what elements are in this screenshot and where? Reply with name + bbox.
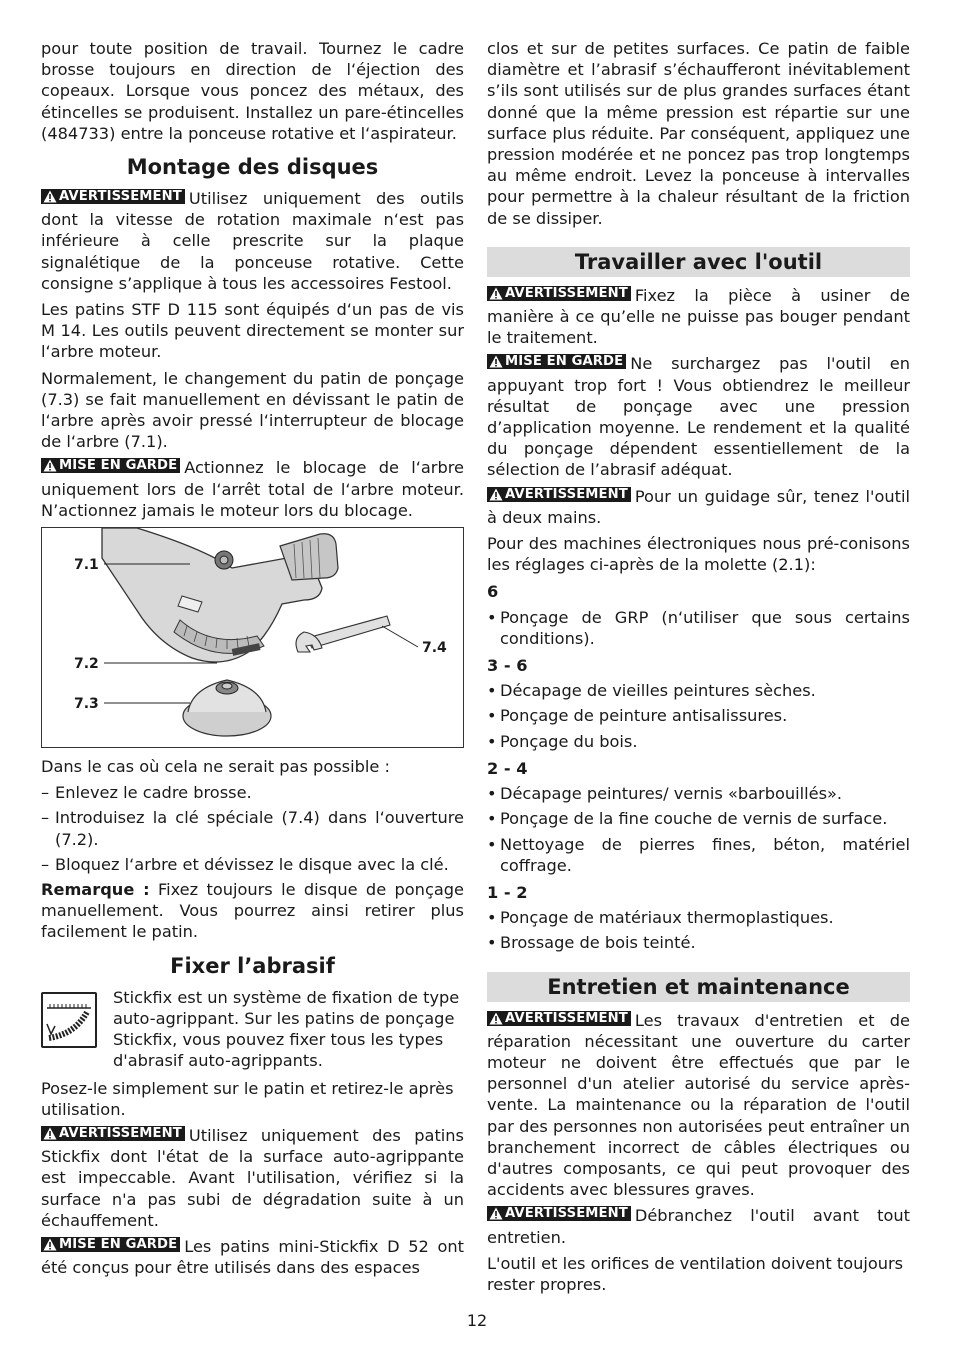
figure-label-7-1: 7.1: [74, 557, 99, 574]
warning-badge: [487, 487, 631, 502]
setting-list-item: [487, 808, 910, 829]
warning-badge-label: AVERTISSEMENT: [505, 285, 628, 301]
warning-triangle-icon: [489, 1207, 503, 1220]
figure-label-7-3: 7.3: [74, 696, 99, 713]
setting-level: 2 - 4: [487, 758, 528, 778]
bullet-marker: •: [487, 809, 497, 829]
dash-list-item: [41, 782, 464, 803]
warning-triangle-icon: [43, 1127, 57, 1140]
fixer-paragraph-1: Posez-le simplement sur le patin et retirez-le après utilisation.: [41, 1078, 454, 1119]
figure-label-7-4: 7.4: [422, 640, 447, 657]
bullet-marker: •: [487, 706, 497, 726]
remark-paragraph: [41, 879, 464, 943]
warning-triangle-icon: [43, 190, 57, 203]
setting-item-text: Ponçage de la fine couche de vernis de surface.: [500, 809, 888, 829]
fixer-heading: Fixer l’abrasif: [170, 953, 335, 978]
setting-list-item: [487, 731, 910, 752]
warning-badge-label: AVERTISSEMENT: [505, 1010, 628, 1026]
montage-caution: [41, 457, 464, 521]
warning-triangle-icon: [43, 1238, 57, 1251]
caution-badge: [487, 354, 626, 369]
setting-item-text: Nettoyage de pierres fines, béton, matériel coffrage.: [500, 834, 910, 875]
stickfix-block: [41, 987, 464, 1072]
fixer-caution: [41, 1236, 464, 1278]
entretien-warning-1-text: Les travaux d'entretien et de réparation nécessitant une ouverture du carter moteur ne doivent être effectués que par le personnel d'un atelier autorisé du service après-vente. La maintenance ou la réparation de l'outil par des personnes non autorisées peut entraîner un branchement incorrect de câbles électriques ou d'autres composants, ce qui peut provoquer des accidents avec blessures graves.: [487, 1010, 910, 1200]
warning-badge-label: AVERTISSEMENT: [505, 1206, 628, 1222]
setting-item-text: Brossage de bois teinté.: [500, 933, 696, 953]
entretien-warning-2: [487, 1205, 910, 1247]
montage-warning: [41, 188, 464, 294]
caution-badge-label: MISE EN GARDE: [59, 1236, 178, 1252]
setting-level: 3 - 6: [487, 656, 528, 676]
entretien-paragraph-1: L'outil et les orifices de ventilation doivent toujours rester propres.: [487, 1253, 904, 1294]
after-figure-text: Dans le cas où cela ne serait pas possible :: [41, 757, 390, 777]
setting-item-text: Ponçage de GRP (n‘utiliser que sous certains conditions).: [500, 607, 910, 648]
dash-marker: –: [41, 783, 50, 803]
continuation-paragraph: clos et sur de petites surfaces. Ce patin de faible diamètre et l’abrasif s’échaufferont inévitablement s’ils sont utilisés sur de plus grandes surfaces étant donné que la même pression est répartie sur une surface plus réduite. Par conséquent, appliquez une pression modérée et ne poncez pas trop longtemps au même endroit. Levez la ponceuse à intervalles pour permettre à la chaleur résultant de la friction de se dissiper.: [487, 39, 910, 228]
warning-triangle-icon: [489, 1012, 503, 1025]
remark-text: Fixez toujours le disque de ponçage manuellement. Vous pourrez ainsi retirer plus facilement le patin.: [41, 880, 465, 942]
travailler-caution-text: Ne surchargez pas l'outil en appuyant trop fort ! Vous obtiendrez le meilleur résultat de ponçage avec une pression d’application moyenne. Le rendement et la qualité du ponçage dépendent essentiellement de la sélection de l’abrasif adéquat.: [487, 354, 910, 480]
entretien-warning-2-text: Débranchez l'outil avant tout entretien.: [487, 1206, 910, 1247]
setting-list-item: [487, 932, 910, 953]
caution-badge-label: MISE EN GARDE: [505, 354, 624, 370]
entretien-heading: Entretien et maintenance: [487, 972, 910, 1002]
warning-badge: [487, 1206, 631, 1221]
warning-badge-label: AVERTISSEMENT: [505, 486, 628, 502]
warning-triangle-icon: [43, 459, 57, 472]
dash-list-item: [41, 807, 464, 849]
warning-badge-label: AVERTISSEMENT: [59, 189, 182, 205]
disc-mounting-figure: [41, 527, 464, 748]
setting-list-item: [487, 907, 910, 928]
bullet-marker: •: [487, 933, 497, 953]
warning-badge: [41, 189, 185, 204]
warning-badge: [487, 286, 631, 301]
warning-badge-label: AVERTISSEMENT: [59, 1125, 182, 1141]
montage-heading: Montage des disques: [126, 155, 379, 180]
setting-item-text: Décapage peintures/ vernis «barbouillés».: [500, 784, 843, 804]
dash-list-item: [41, 854, 464, 875]
montage-warning-text: Utilisez uniquement des outils dont la vitesse de rotation maximale n‘est pas inférieure à celle prescrite sur la plaque signalétique de la ponceuse rotative. Cette consigne s’applique à tous les accessoires Festool.: [41, 189, 464, 293]
entretien-warning-1: [487, 1010, 910, 1201]
setting-item-text: Ponçage du bois.: [500, 731, 638, 751]
bullet-marker: •: [487, 681, 497, 701]
caution-badge-label: MISE EN GARDE: [59, 458, 178, 474]
caution-badge: [41, 1237, 180, 1252]
dash-list-text: Bloquez l‘arbre et dévissez le disque avec la clé.: [55, 854, 449, 874]
warning-badge: [41, 1126, 185, 1141]
sander-illustration: [42, 528, 463, 747]
setting-list-item: [487, 834, 910, 876]
travailler-warning-1-text: Fixez la pièce à usiner de manière à ce qu’elle ne puisse pas bouger pendant le traitement.: [487, 285, 910, 348]
fixer-warning: [41, 1125, 464, 1231]
travailler-warning-2: [487, 486, 910, 528]
bullet-marker: •: [487, 731, 497, 751]
setting-list-item: [487, 680, 910, 701]
setting-list-item: [487, 705, 910, 726]
left-column: [41, 38, 464, 1283]
figure-label-7-2: 7.2: [74, 656, 99, 673]
dash-marker: –: [41, 808, 50, 828]
caution-badge: [41, 458, 180, 473]
travailler-warning-1: [487, 285, 910, 349]
bullet-marker: •: [487, 834, 497, 854]
setting-item-text: Décapage de vieilles peintures sèches.: [500, 681, 816, 701]
warning-triangle-icon: [489, 488, 503, 501]
travailler-heading: Travailler avec l'outil: [487, 247, 910, 277]
setting-item-text: Ponçage de matériaux thermoplastiques.: [500, 908, 834, 928]
fixer-warning-text: Utilisez uniquement des patins Stickfix dont l'état de la surface auto-agrippante est impeccable. Avant l'utilisation, vérifiez si la surface n'a pas subi de dégradation suite à un échauffement.: [41, 1125, 464, 1230]
fixer-caution-text: Les patins mini-Stickfix D 52 ont été conçus pour être utilisés dans des espaces: [41, 1236, 464, 1278]
warning-triangle-icon: [489, 287, 503, 300]
page-number: 12: [466, 1311, 488, 1330]
setting-list-item: [487, 607, 910, 649]
remark-label: Remarque :: [41, 880, 150, 900]
warning-badge: [487, 1011, 631, 1026]
stickfix-text: Stickfix est un système de fixation de type auto-agrippant. Sur les patins de ponçage Stickfix, vous pouvez fixer tous les types d'abrasif auto-agrippants.: [113, 987, 460, 1071]
intro-paragraph: pour toute position de travail. Tournez le cadre brosse toujours en direction de l‘éjection des copeaux. Lorsque vous poncez des métaux, des étincelles se produisent. Installez un pare-étincelles (484733) entre la ponceuse rotative et l‘aspirateur.: [41, 39, 464, 143]
warning-triangle-icon: [489, 355, 503, 368]
bullet-marker: •: [487, 908, 497, 928]
setting-item-text: Ponçage de peinture antisalissures.: [500, 706, 788, 726]
montage-paragraph-2: Normalement, le changement du patin de ponçage (7.3) se fait manuellement en dévissant le patin de l‘arbre après avoir pressé l‘interrupteur de blocage de l‘arbre (7.1).: [41, 368, 464, 452]
dash-list-text: Introduisez la clé spéciale (7.4) dans l‘ouverture (7.2).: [55, 808, 464, 849]
dash-list-text: Enlevez le cadre brosse.: [55, 783, 252, 803]
right-column: [487, 38, 910, 1300]
montage-paragraph-1: Les patins STF D 115 sont équipés d‘un pas de vis M 14. Les outils peuvent directement se monter sur l‘arbre moteur.: [41, 300, 464, 362]
travailler-paragraph-1: Pour des machines électroniques nous pré-conisons les réglages ci-après de la molette (2.1):: [487, 534, 910, 575]
bullet-marker: •: [487, 784, 497, 804]
dash-marker: –: [41, 854, 50, 874]
setting-level: 6: [487, 582, 499, 602]
montage-caution-text: Actionnez le blocage de l‘arbre uniquement lors de l‘arrêt total de l‘arbre moteur. N’actionnez jamais le moteur lors du blocage.: [41, 458, 464, 520]
travailler-caution: [487, 353, 910, 480]
setting-list-item: [487, 783, 910, 804]
travailler-warning-2-text: Pour un guidage sûr, tenez l'outil à deux mains.: [487, 486, 910, 527]
stickfix-icon: [41, 992, 97, 1048]
setting-level: 1 - 2: [487, 882, 528, 902]
bullet-marker: •: [487, 607, 497, 627]
